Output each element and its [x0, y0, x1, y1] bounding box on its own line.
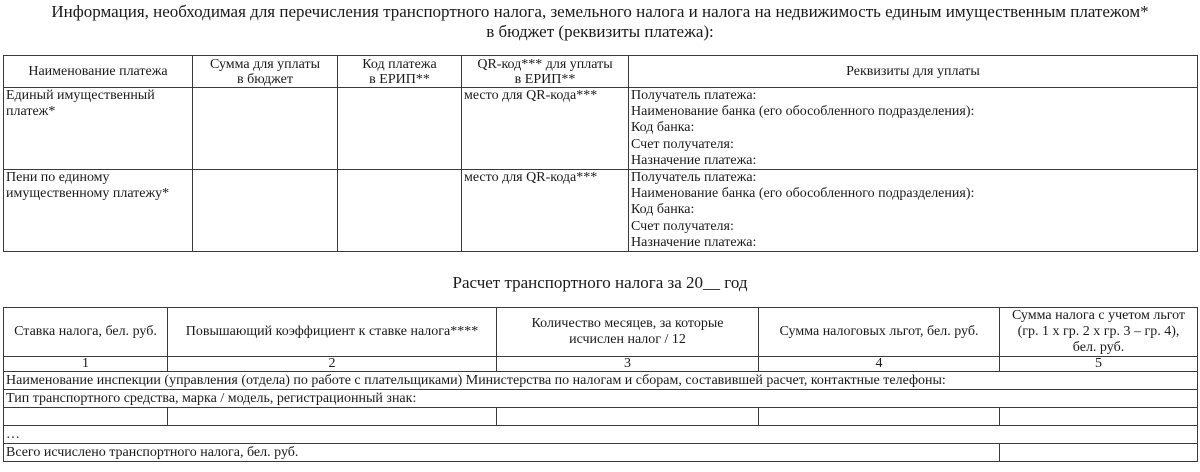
months-cell[interactable] — [497, 408, 759, 426]
total-row — [4, 444, 1198, 462]
payment-name-line2: имущественному платежу* — [6, 186, 170, 202]
payment-name-line1: Пени по единому — [6, 170, 110, 186]
total-value-cell[interactable] — [1000, 444, 1198, 462]
benefits-cell[interactable] — [759, 408, 1000, 426]
header-erip-line2: в ЕРИП** — [369, 71, 430, 87]
ellipsis-row — [4, 426, 1198, 444]
requisite-recipient: Получатель платежа: — [631, 88, 757, 103]
header-qr-line1: QR-код*** для уплаты — [477, 56, 613, 72]
table-row — [4, 170, 1198, 252]
header-amount-line2: в бюджет — [237, 71, 293, 87]
inspection-row — [4, 372, 1198, 390]
requisite-bank-name: Наименование банка (его обособленного подразделения): — [631, 186, 975, 202]
amount-cell[interactable] — [193, 88, 338, 170]
qr-placeholder-cell — [462, 170, 629, 252]
table-header-row — [4, 308, 1198, 357]
header-coefficient: Повышающий коэффициент к ставке налога**** — [168, 308, 497, 357]
requisite-purpose: Назначение платежа: — [631, 152, 757, 168]
payment-name-cell — [4, 170, 193, 252]
header-erip-code — [338, 56, 462, 88]
qr-placeholder-cell — [462, 88, 629, 170]
header-payment-name: Наименование платежа — [4, 56, 193, 88]
header-erip-line1: Код платежа — [362, 56, 437, 72]
payment-requisites-table — [3, 55, 1198, 252]
table-header-row — [4, 56, 1198, 88]
calculation-title: Расчет транспортного налога за 20__ год — [452, 273, 748, 292]
header-tax-sum-line1: Сумма налога с учетом льгот — [1011, 308, 1186, 323]
column-number: 2 — [168, 357, 497, 372]
column-number: 3 — [497, 357, 759, 372]
tax-rate-cell[interactable] — [4, 408, 168, 426]
coefficient-cell[interactable] — [168, 408, 497, 426]
transport-tax-calculation-table — [3, 307, 1198, 462]
header-qr-line2: в ЕРИП** — [514, 71, 576, 87]
requisite-bank-code: Код банка: — [631, 202, 695, 218]
requisite-recipient: Получатель платежа: — [631, 170, 757, 186]
qr-placeholder-text: место для QR-кода*** — [464, 170, 598, 186]
requisite-bank-name: Наименование банка (его обособленного подразделения): — [631, 104, 975, 120]
column-number: 5 — [1000, 357, 1198, 372]
header-requisites: Реквизиты для уплаты — [629, 56, 1198, 88]
header-benefits: Сумма налоговых льгот, бел. руб. — [759, 308, 1000, 357]
header-months — [497, 308, 759, 357]
header-months-line2: исчислен налог / 12 — [569, 332, 686, 347]
erip-code-cell[interactable] — [338, 170, 462, 252]
title-line-2: в бюджет (реквизиты платежа): — [486, 22, 714, 41]
header-tax-sum-line2: (гр. 1 х гр. 2 х гр. 3 – гр. 4), — [1017, 324, 1180, 339]
header-amount — [193, 56, 338, 88]
title-line-1: Информация, необходимая для перечисления транспортного налога, земельного налога и налога на недвижимость единым имущественным платежом* — [51, 2, 1149, 21]
requisite-account: Счет получателя: — [631, 136, 734, 152]
requisite-bank-code: Код банка: — [631, 120, 695, 136]
column-numbers-row — [4, 357, 1198, 372]
qr-placeholder-text: место для QR-кода*** — [464, 88, 598, 103]
document-title — [0, 2, 1200, 42]
column-number: 1 — [4, 357, 168, 372]
erip-code-cell[interactable] — [338, 88, 462, 170]
amount-cell[interactable] — [193, 170, 338, 252]
payment-name-line2: платеж* — [6, 104, 56, 119]
header-months-line1: Количество месяцев, за которые — [531, 316, 724, 331]
payment-name-line1: Единый имущественный — [6, 88, 155, 103]
header-tax-rate: Ставка налога, бел. руб. — [4, 308, 168, 357]
table-row — [4, 88, 1198, 170]
header-amount-line1: Сумма для уплаты — [209, 56, 321, 72]
payment-name-cell — [4, 88, 193, 170]
requisite-account: Счет получателя: — [631, 218, 734, 234]
inspection-label: Наименование инспекции (управления (отдела) по работе с плательщиками) Министерства по налогам и сборам, составившей расчет, контактные телефоны: — [4, 372, 1198, 390]
header-qr-code — [462, 56, 629, 88]
column-number: 4 — [759, 357, 1000, 372]
requisites-cell — [629, 88, 1198, 170]
vehicle-data-row — [4, 408, 1198, 426]
total-label: Всего исчислено транспортного налога, бел. руб. — [4, 444, 1000, 462]
vehicle-row — [4, 390, 1198, 408]
requisite-purpose: Назначение платежа: — [631, 234, 757, 250]
ellipsis-text: … — [4, 426, 1198, 444]
requisites-cell — [629, 170, 1198, 252]
header-tax-sum-line3: бел. руб. — [1072, 340, 1125, 355]
header-tax-sum — [1000, 308, 1198, 357]
vehicle-label: Тип транспортного средства, марка / модель, регистрационный знак: — [4, 390, 1198, 408]
tax-sum-cell[interactable] — [1000, 408, 1198, 426]
